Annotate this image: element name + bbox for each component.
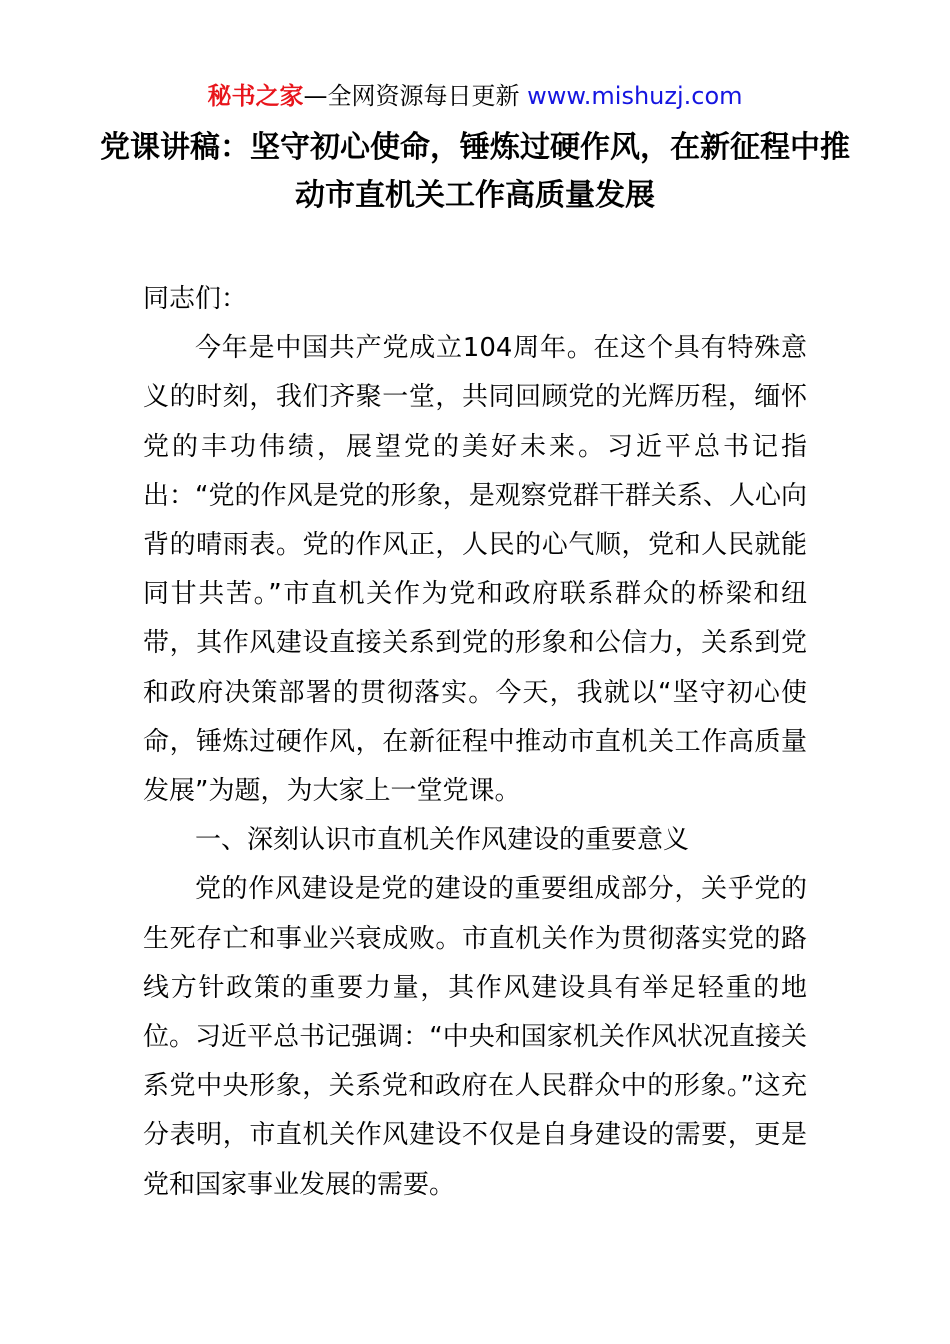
salutation: 同志们：	[143, 284, 248, 314]
site-name: 秘书之家	[207, 82, 304, 110]
document-title: 党课讲稿：坚守初心使命，锤炼过硬作风，在新征程中推动市直机关工作高质量发展	[100, 130, 850, 213]
site-url[interactable]: www.mishuzj.com	[527, 82, 743, 110]
document-body	[143, 275, 807, 1210]
section-heading: 一、深刻认识市直机关作风建设的重要意义	[195, 825, 690, 856]
paragraph-intro: 今年是中国共产党成立104周年。在这个具有特殊意义的时刻，我们齐聚一堂，共同回顾党的光辉历程，缅怀党的丰功伟绩，展望党的美好未来。习近平总书记指出：“党的作风是党的形象，是观察党群干群关系、人心向背的晴雨表。党的作风正，人民的心气顺，党和人民就能同甘共苦。”市直机关作为党和政府联系群众的桥梁和纽带，其作风建设直接关系到党的形象和公信力，关系到党和政府决策部署的贯彻落实。今天，我就以“坚守初心使命，锤炼过硬作风，在新征程中推动市直机关工作高质量发展”为题，为大家上一堂党课。	[143, 333, 807, 807]
site-tagline: —全网资源每日更新	[303, 82, 520, 110]
paragraph-section-one: 党的作风建设是党的建设的重要组成部分，关乎党的生死存亡和事业兴衰成败。市直机关作为贯彻落实党的路线方针政策的重要力量，其作风建设具有举足轻重的地位。习近平总书记强调：“中央和国家机关作风状况直接关系党中央形象，关系党和政府在人民群众中的形象。”这充分表明，市直机关作风建设不仅是自身建设的需要，更是党和国家事业发展的需要。	[143, 874, 807, 1200]
site-header	[0, 80, 950, 112]
